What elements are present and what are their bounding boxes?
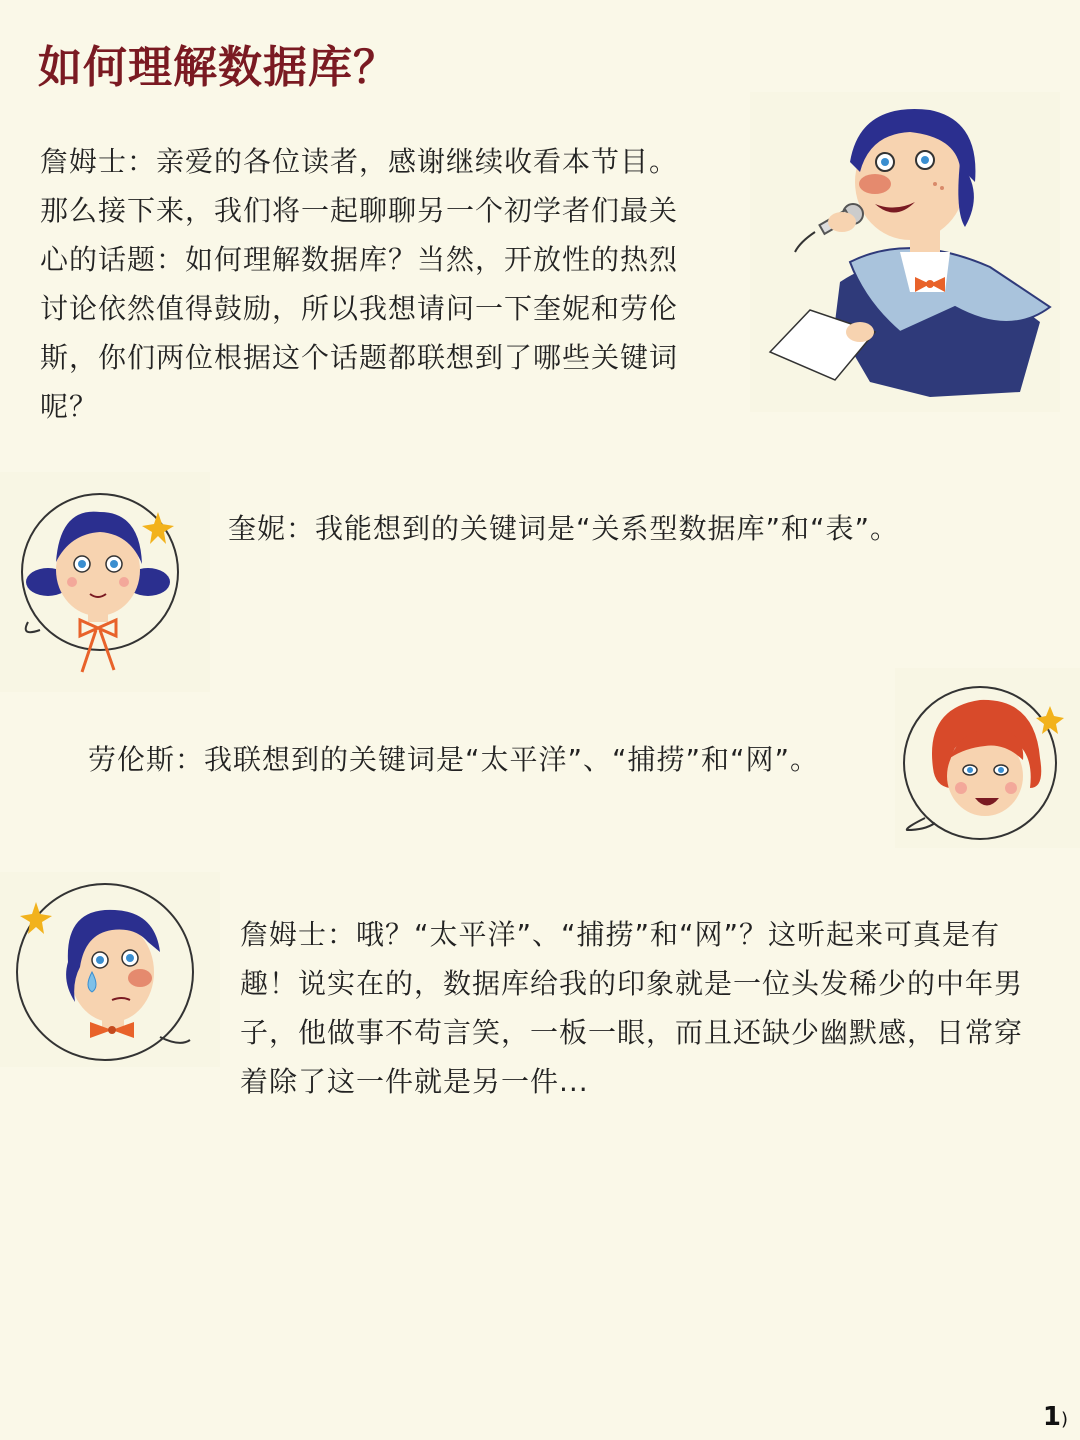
queenie-avatar <box>0 472 210 692</box>
page-number-value: 1 <box>1042 1402 1061 1432</box>
lawrence-avatar <box>895 668 1080 848</box>
page-title: 如何理解数据库？ <box>38 42 398 93</box>
dialogue-lawrence: 劳伦斯：我联想到的关键词是“太平洋”、“捕捞”和“网”。 <box>88 743 820 776</box>
james-worried-avatar <box>0 872 220 1067</box>
dialogue-james-reply: 詹姆士：哦？“太平洋”、“捕捞”和“网”？这听起来可真是有趣！说实在的，数据库给我的印象就是一位头发稀少的中年男子，他做事不苟言笑，一板一眼，而且还缺少幽默感，日常穿着除了这一件就是另一件... <box>240 918 1024 1098</box>
page-number-paren: ) <box>1060 1409 1068 1430</box>
james-microphone-illustration <box>750 92 1060 412</box>
dialogue-james-intro: 詹姆士：亲爱的各位读者，感谢继续收看本节目。那么接下来，我们将一起聊聊另一个初学者们最关心的话题：如何理解数据库？当然，开放性的热烈讨论依然值得鼓励，所以我想请问一下奎妮和劳伦斯，你们两位根据这个话题都联想到了哪些关键词呢？ <box>40 145 679 423</box>
page-number <box>1043 1402 1068 1432</box>
dialogue-queenie: 奎妮：我能想到的关键词是“关系型数据库”和“表”。 <box>228 512 900 545</box>
